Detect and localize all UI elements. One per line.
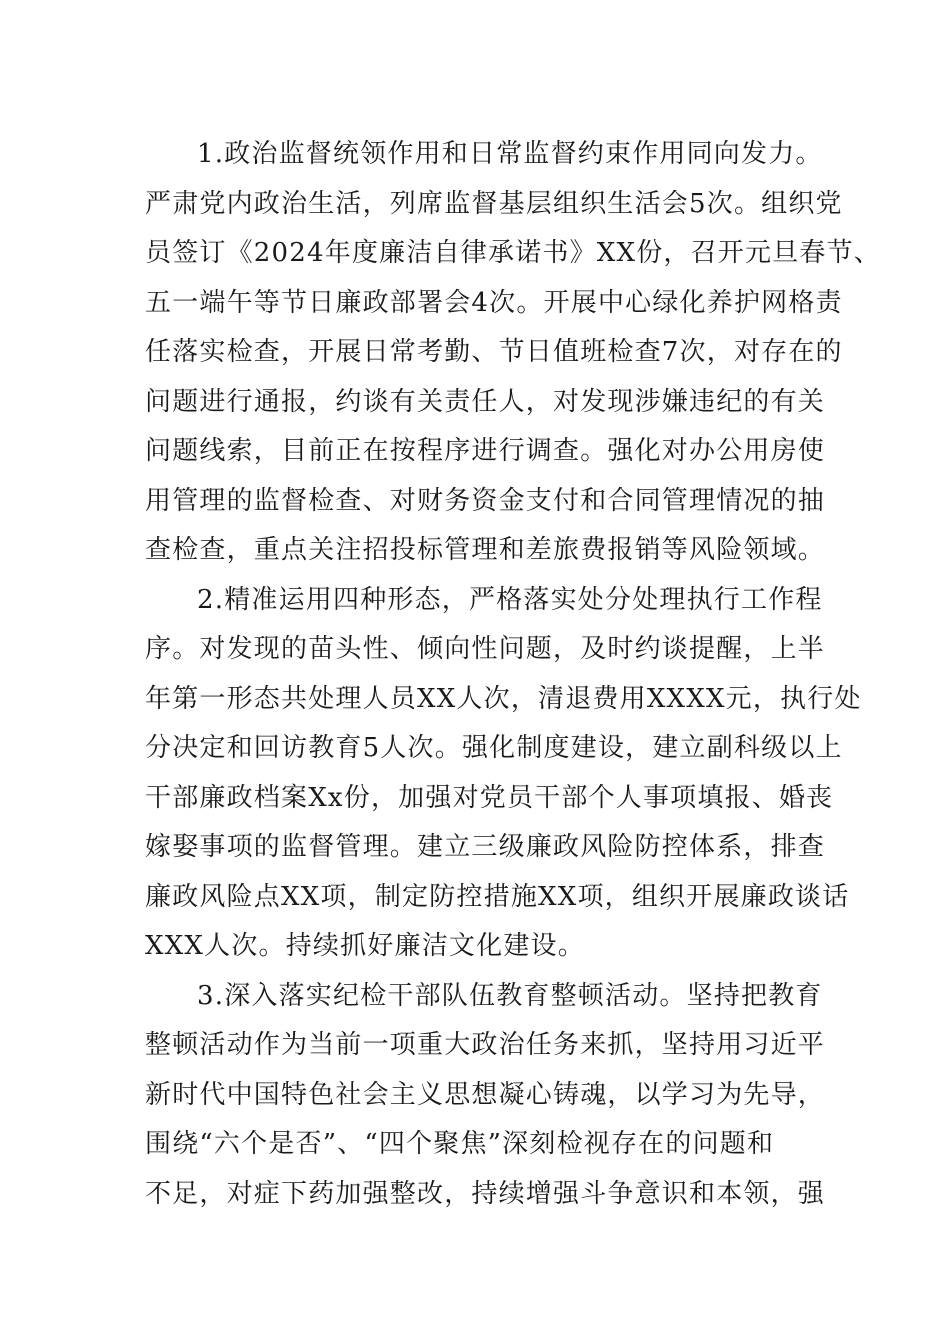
text-line: 用管理的监督检查、对财务资金支付和合同管理情况的抽	[145, 485, 826, 516]
text-line: 问题进行通报，约谈有关责任人，对发现涉嫌违纪的有关	[145, 386, 826, 417]
text-line: 分决定和回访教育5人次。强化制度建设，建立副科级以上	[145, 733, 843, 763]
text-line: 整顿活动作为当前一项重大政治任务来抓，坚持用习近平	[145, 1030, 826, 1060]
text-line: 新时代中国特色社会主义思想凝心铸魂，以学习为先导，	[145, 1079, 826, 1110]
text-line: 序。对发现的苗头性、倾向性问题，及时约谈提醒，上半	[145, 634, 826, 664]
text-line: 干部廉政档案Xx份，加强对党员干部个人事项填报、婚丧	[145, 782, 834, 813]
text-line: 廉政风险点XX项，制定防控措施XX项，组织开展廉政谈话	[145, 881, 850, 912]
text-line: 员签订《2024年度廉洁自律承诺书》XX份，召开元旦春节、	[145, 238, 881, 268]
text-line: 围绕“六个是否”、“四个聚焦”深刻检视存在的问题和	[145, 1129, 775, 1159]
text-line: 任落实检查，开展日常考勤、节日值班检查7次，对存在的	[145, 337, 843, 367]
text-line: 3.深入落实纪检干部队伍教育整顿活动。坚持把教育	[197, 980, 823, 1011]
document-body	[145, 130, 881, 1219]
text-line: 严肃党内政治生活，列席监督基层组织生活会5次。组织党	[145, 188, 843, 219]
text-line: 不足，对症下药加强整改，持续增强斗争意识和本领，强	[145, 1178, 826, 1209]
text-line: 2.精准运用四种形态，严格落实处分处理执行工作程	[197, 584, 823, 615]
paragraph-3	[145, 972, 825, 1220]
text-line: XXX人次。持续抓好廉洁文化建设。	[145, 931, 585, 961]
paragraph-1	[145, 130, 881, 576]
text-line: 1.政治监督统领作用和日常监督约束作用同向发力。	[197, 139, 823, 169]
text-line: 查检查，重点关注招投标管理和差旅费报销等风险领域。	[145, 535, 826, 565]
text-line: 年第一形态共处理人员XX人次，清退费用XXXX元，执行处	[145, 683, 862, 714]
text-line: 五一端午等节日廉政部署会4次。开展中心绿化养护网格责	[145, 287, 843, 318]
paragraph-2	[145, 576, 862, 972]
text-line: 嫁娶事项的监督管理。建立三级廉政风险防控体系，排查	[145, 832, 826, 862]
text-line: 问题线索，目前正在按程序进行调查。强化对办公用房使	[145, 436, 826, 466]
